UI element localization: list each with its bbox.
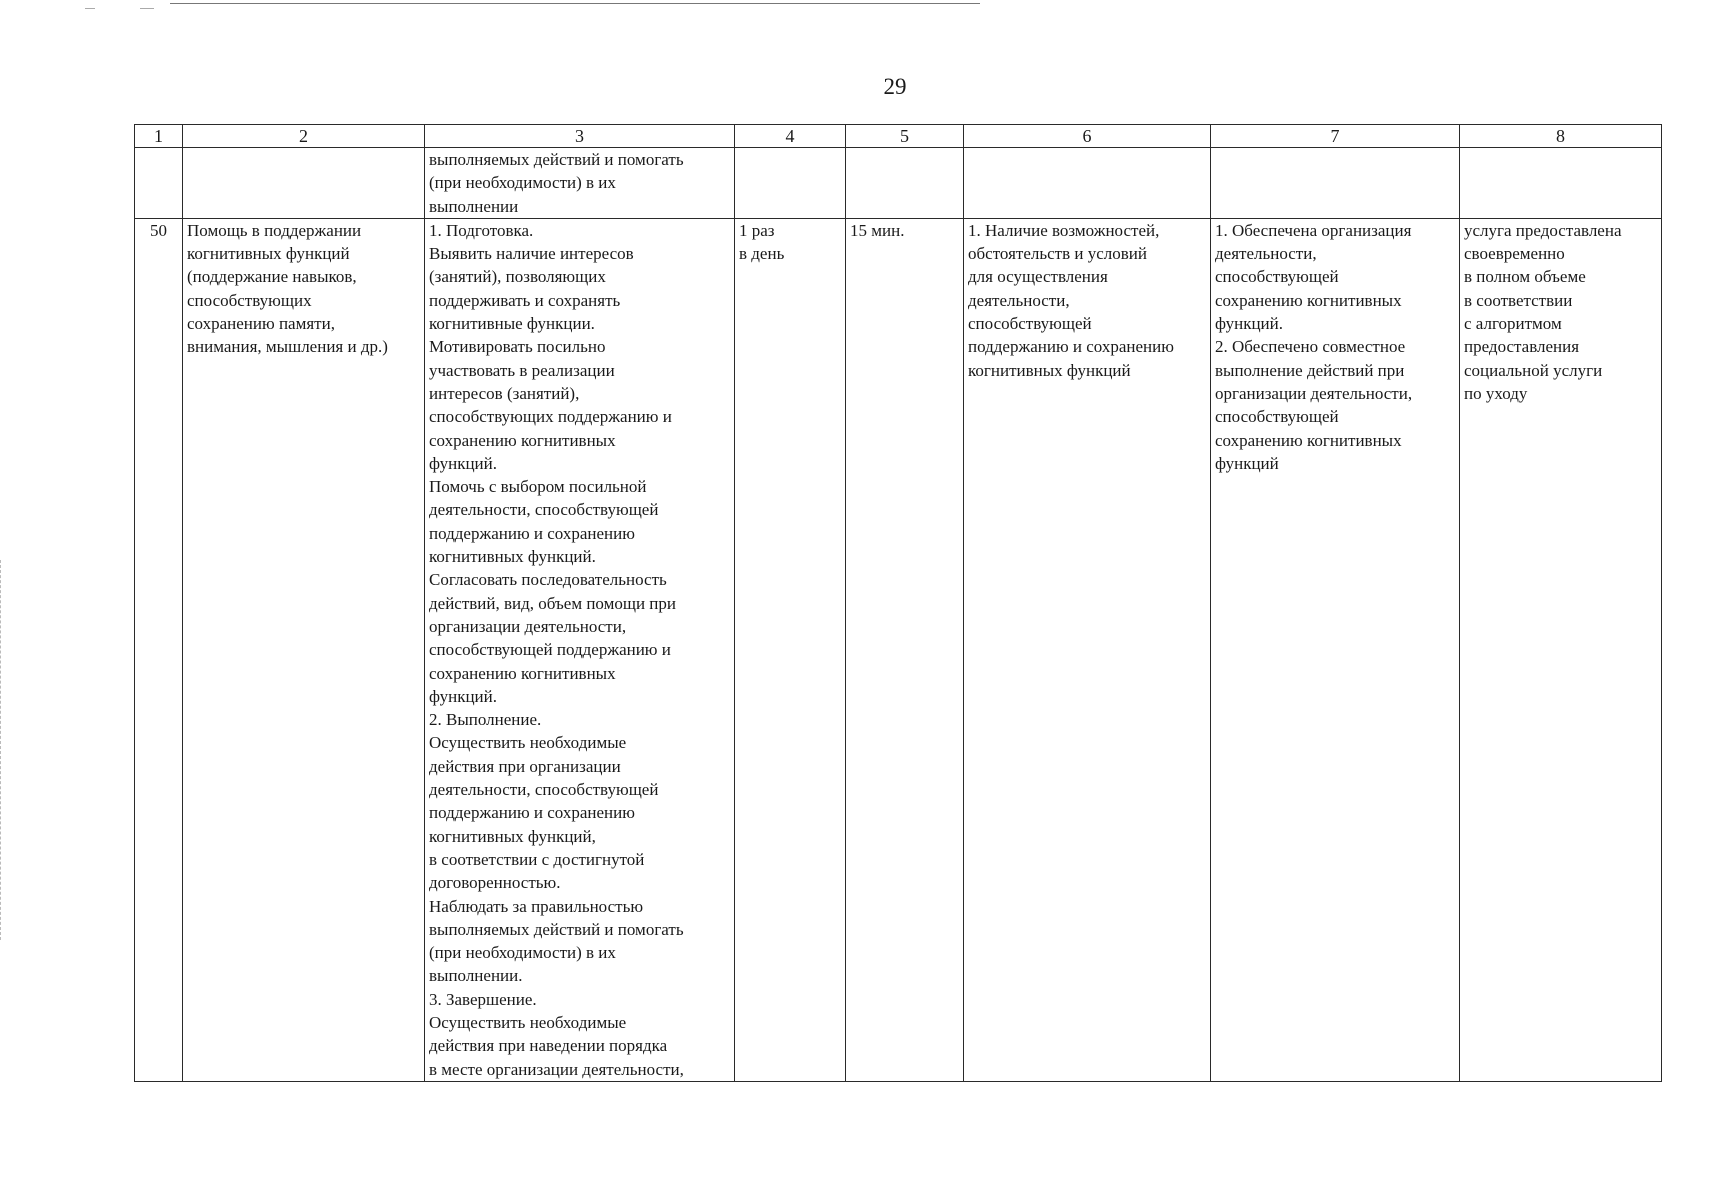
table-row-continuation	[135, 148, 1662, 219]
table-cell	[1460, 148, 1662, 219]
table-cell: выполняемых действий и помогать (при необходимости) в их выполнении	[425, 148, 735, 219]
service-results: 1. Обеспечена организация деятельности, способствующей сохранению когнитивных функций. 2. Обеспечено совместное выполнение действий при организации деятельности, способствующей сохранению когнитивных функций	[1211, 218, 1460, 1081]
column-header: 4	[735, 125, 846, 148]
service-frequency: 1 раз в день	[735, 218, 846, 1081]
table-cell	[1211, 148, 1460, 219]
table-cell	[135, 148, 183, 219]
service-description: 1. Подготовка. Выявить наличие интересов (занятий), позволяющих поддерживать и сохранять когнитивные функции. Мотивировать посильно участвовать в реализации интересов (занятий), способствующих поддержанию и сохранению когнитивных функций. Помочь с выбором посильной деятельности, способствующей поддержанию и сохранению когнитивных функций. Согласовать последовательность действий, вид, объем помощи при организации деятельности, способствующей поддержанию и сохранению когнитивных функций. 2. Выполнение. Осуществить необходимые действия при организации деятельности, способствующей поддержанию и сохранению когнитивных функций, в соответствии с достигнутой договоренностью. Наблюдать за правильностью выполняемых действий и помогать (при необходимости) в их выполнении. 3. Завершение. Осуществить необходимые действия при наведении порядка в месте организации деятельности,	[425, 218, 735, 1081]
service-duration: 15 мин.	[846, 218, 964, 1081]
table-cell	[964, 148, 1211, 219]
column-header: 7	[1211, 125, 1460, 148]
scan-dash-mark	[85, 8, 95, 9]
column-header: 2	[183, 125, 425, 148]
page-number: 29	[883, 74, 907, 99]
service-table	[134, 124, 1662, 1082]
service-name: Помощь в поддержании когнитивных функций (поддержание навыков, способствующих сохранению памяти, внимания, мышления и др.)	[183, 218, 425, 1081]
table-cell	[183, 148, 425, 219]
column-header: 1	[135, 125, 183, 148]
table-cell	[846, 148, 964, 219]
table-header-row	[135, 125, 1662, 148]
scan-dash-mark	[140, 8, 154, 9]
row-number: 50	[135, 218, 183, 1081]
column-header: 6	[964, 125, 1211, 148]
column-header: 5	[846, 125, 964, 148]
service-conditions: 1. Наличие возможностей, обстоятельств и условий для осуществления деятельности, способствующей поддержанию и сохранению когнитивных функций	[964, 218, 1211, 1081]
table-row-50	[135, 218, 1662, 1081]
service-quality: услуга предоставлена своевременно в полном объеме в соответствии с алгоритмом предоставления социальной услуги по уходу	[1460, 218, 1662, 1081]
table-cell	[735, 148, 846, 219]
scan-edge-line	[170, 3, 980, 4]
column-header: 3	[425, 125, 735, 148]
scan-margin-marks	[0, 560, 3, 940]
column-header: 8	[1460, 125, 1662, 148]
